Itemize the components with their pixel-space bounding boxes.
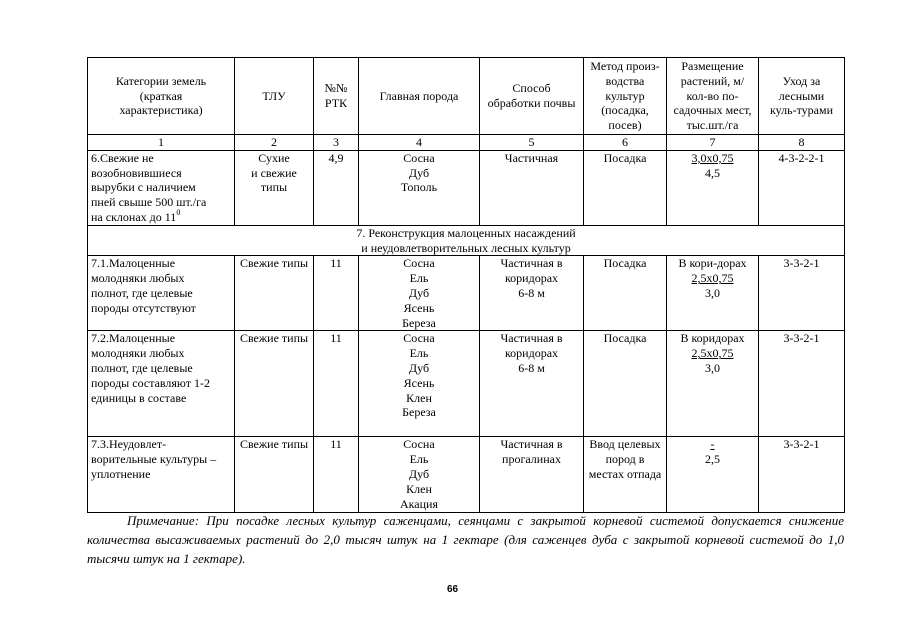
row7-3-method: Ввод целевых пород в местах отпада <box>584 437 667 513</box>
row7-2-soil: Частичная в коридорах 6-8 м <box>480 331 584 437</box>
table-row-7-1 <box>88 256 845 331</box>
row7-2-tlu: Свежие типы <box>235 331 314 437</box>
column-number: 1 <box>88 135 235 151</box>
row7-1-placement-count: 3,0 <box>705 285 720 300</box>
table-row-7-2 <box>88 331 845 437</box>
row7-2-category: 7.2.Малоценные молодняки любых полнот, где целевые породы составляют 1-2 единицы в составе <box>88 331 235 437</box>
column-number: 6 <box>584 135 667 151</box>
page-number: 66 <box>446 584 459 595</box>
row7-2-care: 3-3-2-1 <box>759 331 845 437</box>
row6-rtk: 4,9 <box>314 150 359 225</box>
row7-1-category: 7.1.Малоценные молодняки любых полнот, где целевые породы отсутствуют <box>88 256 235 331</box>
header-production-method: Метод произ- водства культур (посадка, посев) <box>584 58 667 135</box>
row6-tlu: Сухие и свежие типы <box>235 150 314 225</box>
header-care: Уход за лесными куль-турами <box>759 58 845 135</box>
row7-1-rtk: 11 <box>314 256 359 331</box>
row7-3-placement-count: 2,5 <box>705 452 720 467</box>
row7-3-soil: Частичная в прогалинах <box>480 437 584 513</box>
row6-placement-count: 4,5 <box>705 165 720 180</box>
row7-2-placement-main: 2,5х0,75 <box>691 346 734 361</box>
row6-species: Сосна Дуб Тополь <box>359 150 480 225</box>
row7-2-placement <box>667 331 759 437</box>
table-row-6 <box>88 150 845 225</box>
row6-placement <box>667 150 759 225</box>
header-rtk: №№ РТК <box>314 58 359 135</box>
header-main-species: Главная порода <box>359 58 480 135</box>
row7-2-placement-count: 3,0 <box>705 360 720 375</box>
row7-1-placement <box>667 256 759 331</box>
header-row <box>88 58 845 135</box>
row7-1-tlu: Свежие типы <box>235 256 314 331</box>
header-tlu: ТЛУ <box>235 58 314 135</box>
row7-1-soil: Частичная в коридорах 6-8 м <box>480 256 584 331</box>
column-number-row <box>88 135 845 151</box>
header-land-category: Категории земель (краткая характеристика) <box>88 58 235 135</box>
column-number: 3 <box>314 135 359 151</box>
row7-3-placement <box>667 437 759 513</box>
row7-2-method: Посадка <box>584 331 667 437</box>
row6-method: Посадка <box>584 150 667 225</box>
row7-3-placement-main: - <box>710 437 715 452</box>
column-number: 2 <box>235 135 314 151</box>
table-row-7-3 <box>88 437 845 513</box>
row7-3-species: Сосна Ель Дуб Клен Акация <box>359 437 480 513</box>
column-number: 5 <box>480 135 584 151</box>
footnote-title: Примечание: <box>127 513 200 528</box>
row6-category <box>88 150 235 225</box>
footnote <box>87 511 844 568</box>
footnote-text: При посадке лесных культур саженцами, сеянцами с закрытой корневой системой допускается снижение количества высаживаемых растений до 2,0 тысяч штук на 1 гектаре (для саженцев дуба с закрытой корневой системой до 1,0 тысячи штук на 1 гектаре). <box>87 513 844 566</box>
row7-1-species: Сосна Ель Дуб Ясень Береза <box>359 256 480 331</box>
row7-2-species: Сосна Ель Дуб Ясень Клен Береза <box>359 331 480 437</box>
row7-3-rtk: 11 <box>314 437 359 513</box>
row7-3-care: 3-3-2-1 <box>759 437 845 513</box>
row7-1-method: Посадка <box>584 256 667 331</box>
row7-1-care: 3-3-2-1 <box>759 256 845 331</box>
section-7-title: 7. Реконструкция малоценных насаждений и неудовлетворительных лесных культур <box>88 225 845 256</box>
column-number: 4 <box>359 135 480 151</box>
section-7-row <box>88 225 845 256</box>
row7-1-placement-prefix: В кори-дорах <box>678 256 747 271</box>
row7-3-tlu: Свежие типы <box>235 437 314 513</box>
header-plant-placement: Размещение растений, м/ кол-во по- садочных мест, тыс.шт./га <box>667 58 759 135</box>
row6-placement-main: 3,0х0,75 <box>691 150 734 165</box>
row7-3-category: 7.3.Неудовлет- ворительные культуры – уплотнение <box>88 437 235 513</box>
row7-2-placement-prefix: В коридорах <box>680 331 745 346</box>
row7-2-rtk: 11 <box>314 331 359 437</box>
row6-care: 4-3-2-2-1 <box>759 150 845 225</box>
header-soil-treatment: Способ обработки почвы <box>480 58 584 135</box>
forest-culture-table <box>87 57 845 513</box>
row6-category-text: 6.Свежие не возобновившиеся вырубки с наличием пней свыше 500 шт./га на склонах до 11 <box>91 150 207 224</box>
column-number: 7 <box>667 135 759 151</box>
row7-1-placement-main: 2,5х0,75 <box>691 271 734 286</box>
column-number: 8 <box>759 135 845 151</box>
row6-soil: Частичная <box>480 150 584 225</box>
row6-category-degree: 0 <box>176 207 181 217</box>
